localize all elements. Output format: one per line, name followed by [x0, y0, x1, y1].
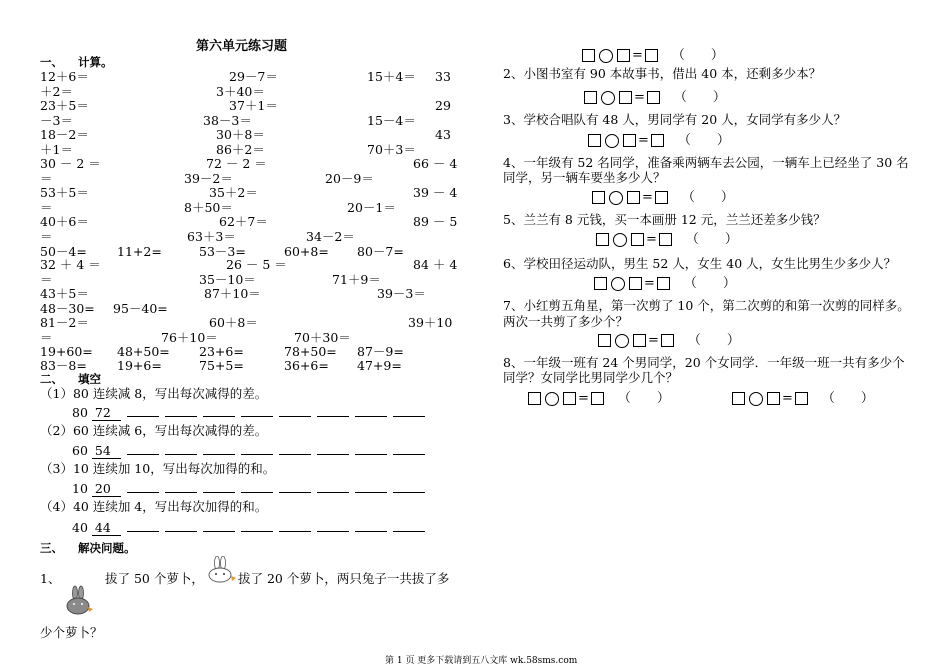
unit-parentheses[interactable]: （ ） [671, 47, 724, 63]
problem-1-text-a: 拔了 50 个萝卜， [105, 571, 204, 586]
problem-text: 同学，另一辆车要坐多少人？ [503, 170, 666, 185]
fill-first-answer: 20 [92, 482, 121, 497]
equation-template [592, 190, 734, 205]
calc-item: 60+8= [284, 244, 329, 259]
equals-sign: = [644, 275, 655, 291]
calc-item: 29－7＝ [229, 69, 278, 84]
equation-template [588, 133, 730, 148]
unit-parentheses[interactable]: （ ） [673, 89, 726, 105]
calc-item: 43 [435, 127, 451, 142]
answer-box[interactable] [584, 91, 597, 104]
operator-circle[interactable] [545, 392, 559, 406]
equation-template [594, 276, 736, 291]
fill-answer-row [72, 520, 425, 536]
calc-item: 63＋3＝ [187, 229, 236, 244]
problem-text: 4、一年级有 52 名同学，准备乘两辆车去公园，一辆车上已经坐了 30 名 [503, 155, 909, 170]
operator-circle[interactable] [611, 277, 625, 291]
calc-item: 20－9＝ [325, 171, 374, 186]
fill-answer-row [72, 405, 425, 421]
answer-box[interactable] [732, 392, 745, 405]
calc-item: 62＋7＝ [219, 214, 268, 229]
fill-first-answer: 44 [92, 521, 121, 536]
calc-item: 32 ＋ 4 ＝ [40, 257, 101, 272]
fill-question: （3）10 连续加 10，写出每次加得的和。 [40, 461, 276, 476]
unit-parentheses[interactable]: （ ） [683, 275, 736, 291]
operator-circle[interactable] [605, 134, 619, 148]
section-3-label: 解决问题。 [78, 541, 136, 555]
fill-first-answer: 72 [92, 406, 121, 421]
problem-1-number: 1、 [40, 571, 61, 586]
calc-item: ＝ [40, 171, 53, 186]
fill-question: （1）80 连续减 8，写出每次减得的差。 [40, 386, 268, 401]
equals-sign: = [648, 332, 659, 348]
calc-item: 38－3＝ [203, 113, 252, 128]
calc-item: 80－7= [357, 244, 404, 259]
unit-parentheses[interactable]: （ ） [677, 132, 730, 148]
answer-box[interactable] [627, 191, 640, 204]
calc-item: 39 － 4 [413, 185, 458, 200]
calc-item: 75+5= [199, 358, 244, 373]
calc-item: 29 [435, 98, 451, 113]
calc-item: 86＋2＝ [216, 142, 265, 157]
calc-item: 33 [435, 69, 451, 84]
equation-template [598, 333, 740, 348]
calc-item: ＋1＝ [40, 142, 73, 157]
calc-item: 26 － 5 ＝ [226, 257, 287, 272]
answer-box[interactable] [767, 392, 780, 405]
operator-circle[interactable] [609, 191, 623, 205]
calc-item: 71＋9＝ [332, 272, 381, 287]
calc-item: 70＋30＝ [294, 330, 351, 345]
fill-answer-row [72, 481, 425, 497]
answer-box[interactable] [651, 134, 664, 147]
calc-item: 23+6= [199, 344, 244, 359]
problem-text: 2、小图书室有 90 本故事书，借出 40 本，还剩多少本？ [503, 66, 822, 81]
unit-parentheses[interactable]: （ ） [681, 189, 734, 205]
calc-item: 39－2＝ [184, 171, 233, 186]
unit-parentheses[interactable]: （ ） [687, 332, 740, 348]
calc-item: 53＋5＝ [40, 185, 89, 200]
calc-item: 87＋10＝ [204, 286, 261, 301]
calc-item: 43＋5＝ [40, 286, 89, 301]
answer-box[interactable] [596, 233, 609, 246]
answer-box[interactable] [633, 334, 646, 347]
fill-first-answer: 54 [92, 444, 121, 459]
calc-item: 87－9= [357, 344, 404, 359]
section-2-number: 二、 [40, 372, 63, 386]
unit-parentheses[interactable]: （ ） [821, 390, 874, 406]
calc-item: 12＋6＝ [40, 69, 89, 84]
unit-parentheses[interactable]: （ ） [685, 231, 738, 247]
problem-text: 6、学校田径运动队，男生 52 人，女生 40 人，女生比男生少多少人？ [503, 256, 897, 271]
problem-text: 同学？女同学比男同学少几个？ [503, 370, 679, 385]
calc-item: ＋2＝ [40, 84, 73, 99]
calc-item: 66 － 4 [413, 156, 458, 171]
answer-box[interactable] [631, 233, 644, 246]
answer-box[interactable] [588, 134, 601, 147]
equation-template [732, 391, 874, 406]
equation-template [584, 90, 726, 105]
fill-question: （2）60 连续减 6，写出每次减得的差。 [40, 423, 268, 438]
calc-item: 83－8= [40, 358, 87, 373]
equation-template [528, 391, 670, 406]
calc-item: 11+2= [117, 244, 162, 259]
calc-item: 84 ＋ 4 [413, 257, 458, 272]
fill-start: 10 [72, 481, 88, 496]
answer-box[interactable] [645, 49, 658, 62]
section-1-label: 计算。 [78, 55, 113, 69]
answer-box[interactable] [582, 49, 595, 62]
calc-item: 89 － 5 [413, 214, 458, 229]
calc-item: ＝ [40, 272, 53, 287]
problem-1-text-c: 少个萝卜？ [40, 625, 103, 640]
unit-parentheses[interactable]: （ ） [617, 390, 670, 406]
calc-item: 81－2＝ [40, 315, 89, 330]
operator-circle[interactable] [599, 49, 613, 63]
problem-text: 8、一年级一班有 24 个男同学，20 个女同学．一年级一班一共有多少个 [503, 355, 905, 370]
operator-circle[interactable] [749, 392, 763, 406]
calc-item: 37＋1＝ [229, 98, 278, 113]
calc-item: 95－40= [113, 301, 168, 316]
calc-item: 15＋4＝ [367, 69, 416, 84]
answer-box[interactable] [528, 392, 541, 405]
answer-box[interactable] [657, 277, 670, 290]
answer-box[interactable] [623, 134, 636, 147]
calc-item: 35＋2＝ [209, 185, 258, 200]
answer-box[interactable] [619, 91, 632, 104]
calc-item: 76＋10＝ [161, 330, 218, 345]
operator-circle[interactable] [601, 91, 615, 105]
calc-item: 8＋50＝ [184, 200, 233, 215]
equals-sign: = [632, 47, 643, 63]
section-3-number: 三、 [40, 541, 63, 555]
page-footer: 第 1 页 更多下载请到五八文库 wk.58sms.com [385, 656, 578, 666]
calc-item: 78+50= [284, 344, 337, 359]
calc-item: 48－30= [40, 301, 95, 316]
calc-item: 36+6= [284, 358, 329, 373]
calc-item: 39＋10 [408, 315, 453, 330]
answer-box[interactable] [591, 392, 604, 405]
calc-item: 23＋5＝ [40, 98, 89, 113]
equals-sign: = [638, 132, 649, 148]
calc-item: 19+6= [117, 358, 162, 373]
calc-item: 39－3＝ [377, 286, 426, 301]
equals-sign: = [782, 390, 793, 406]
calc-item: ＝ [40, 330, 53, 345]
answer-box[interactable] [598, 334, 611, 347]
equals-sign: = [578, 390, 589, 406]
rabbit-icon [203, 556, 237, 587]
answer-box[interactable] [795, 392, 808, 405]
calc-item: 20－1＝ [347, 200, 396, 215]
fill-answer-row [72, 443, 425, 459]
calc-item: ＝ [40, 229, 53, 244]
fill-question: （4）40 连续加 4，写出每次加得的和。 [40, 499, 268, 514]
calc-item: 70＋3＝ [367, 142, 416, 157]
calc-item: ＝ [40, 200, 53, 215]
rabbit-grey-icon [64, 585, 94, 618]
calc-item: 30 － 2 ＝ [40, 156, 101, 171]
answer-box[interactable] [659, 233, 672, 246]
calc-item: 72 － 2 ＝ [206, 156, 267, 171]
equals-sign: = [646, 231, 657, 247]
calc-item: 40＋6＝ [40, 214, 89, 229]
answer-box[interactable] [592, 191, 605, 204]
calc-item: 53－3= [199, 244, 246, 259]
calc-item: 60＋8＝ [209, 315, 258, 330]
answer-box[interactable] [661, 334, 674, 347]
calc-item: 19+60= [40, 344, 93, 359]
answer-box[interactable] [629, 277, 642, 290]
fill-start: 80 [72, 405, 88, 420]
operator-circle[interactable] [615, 334, 629, 348]
problem-text: 两次一共剪了多少个？ [503, 314, 629, 329]
calc-item: 35－10＝ [199, 272, 256, 287]
section-1-number: 一、 [40, 55, 63, 69]
section-2-label: 填空 [78, 372, 101, 386]
fill-start: 40 [72, 520, 88, 535]
answer-box[interactable] [617, 49, 630, 62]
calc-item: 50－4= [40, 244, 87, 259]
problem-text: 5、兰兰有 8 元钱，买一本画册 12 元，兰兰还差多少钱？ [503, 212, 826, 227]
calc-item: 30＋8＝ [216, 127, 265, 142]
fill-start: 60 [72, 443, 88, 458]
calc-item: 18－2＝ [40, 127, 89, 142]
equation-template [596, 232, 738, 247]
page-title: 第六单元练习题 [196, 39, 288, 54]
answer-box[interactable] [563, 392, 576, 405]
answer-box[interactable] [655, 191, 668, 204]
equals-sign: = [634, 89, 645, 105]
problem-1-text-b: 拔了 20 个萝卜，两只兔子一共拔了多 [238, 571, 450, 586]
calc-item: 15－4＝ [367, 113, 416, 128]
equation-template [582, 48, 724, 63]
problem-text: 3、学校合唱队有 48 人，男同学有 20 人，女同学有多少人？ [503, 112, 847, 127]
operator-circle[interactable] [613, 233, 627, 247]
answer-box[interactable] [647, 91, 660, 104]
equals-sign: = [642, 189, 653, 205]
calc-item: 48+50= [117, 344, 170, 359]
answer-box[interactable] [594, 277, 607, 290]
calc-item: 47+9= [357, 358, 402, 373]
calc-item: －3＝ [40, 113, 73, 128]
problem-text: 7、小红剪五角星，第一次剪了 10 个，第二次剪的和第一次剪的同样多。 [503, 298, 910, 313]
calc-item: 3＋40＝ [216, 84, 265, 99]
calc-item: 34－2＝ [306, 229, 355, 244]
